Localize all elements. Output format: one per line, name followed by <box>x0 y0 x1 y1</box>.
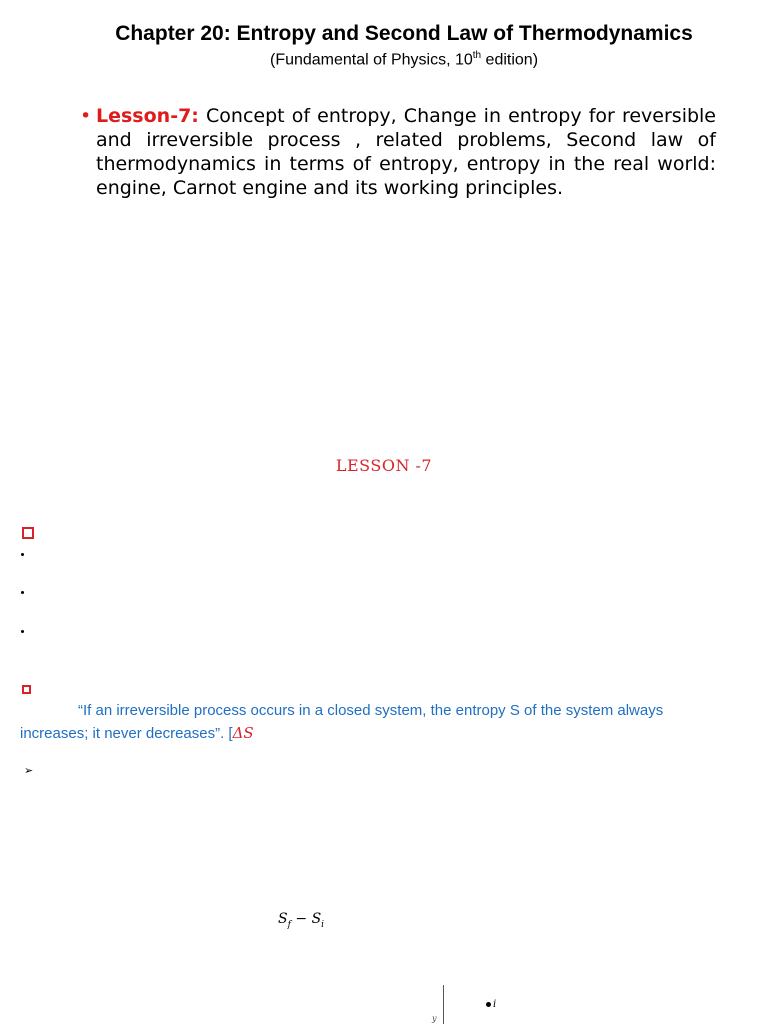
checkbox-bullet-icon <box>22 527 34 539</box>
formula-s-final: S <box>278 911 288 927</box>
graph-axis-label: y <box>432 1014 437 1023</box>
formula-sub-i: i <box>321 919 325 930</box>
bullet-dot: • <box>80 105 92 127</box>
bullet-dot-icon <box>21 591 24 594</box>
subtitle-text-end: edition) <box>481 51 539 69</box>
bullet-dot-icon <box>21 630 24 633</box>
delta-s-symbol: ΔS <box>232 724 254 742</box>
page-title: Chapter 20: Entropy and Second Law of Thermodynamics <box>115 22 693 45</box>
subtitle-text: (Fundamental of Physics, 10 <box>269 51 473 69</box>
point-marker-icon <box>486 1002 491 1007</box>
lesson-overview-body <box>96 104 716 200</box>
entropy-change-formula <box>278 911 324 930</box>
graph-point-i <box>486 997 496 1010</box>
graph-axis-line <box>443 985 444 1024</box>
lesson-overview-bullet <box>80 104 716 200</box>
page-subtitle <box>0 50 768 69</box>
quote-text: “If an irreversible process occurs in a closed system, the entropy S of the system always increases; it never decreases”. [ <box>20 702 664 742</box>
lesson-description: Concept of entropy, Change in entropy for reversible and irreversible process , related problems, Second law of thermodynamics in terms of entropy, entropy in the real world: engine, Carnot engine and its working principles. <box>96 105 716 199</box>
subtitle-superscript: th <box>472 50 482 61</box>
point-label: i <box>493 999 497 1010</box>
arrow-bullet-icon: ➢ <box>24 765 34 777</box>
lesson-heading: LESSON -7 <box>335 456 433 475</box>
checkbox-bullet-icon <box>22 685 31 694</box>
formula-minus: − <box>290 911 312 927</box>
second-law-quote <box>20 700 710 745</box>
lesson-label: Lesson-7: <box>96 105 199 127</box>
bullet-dot-icon <box>21 553 24 556</box>
formula-sub-f: f <box>287 919 291 930</box>
formula-s-initial: S <box>311 911 322 927</box>
